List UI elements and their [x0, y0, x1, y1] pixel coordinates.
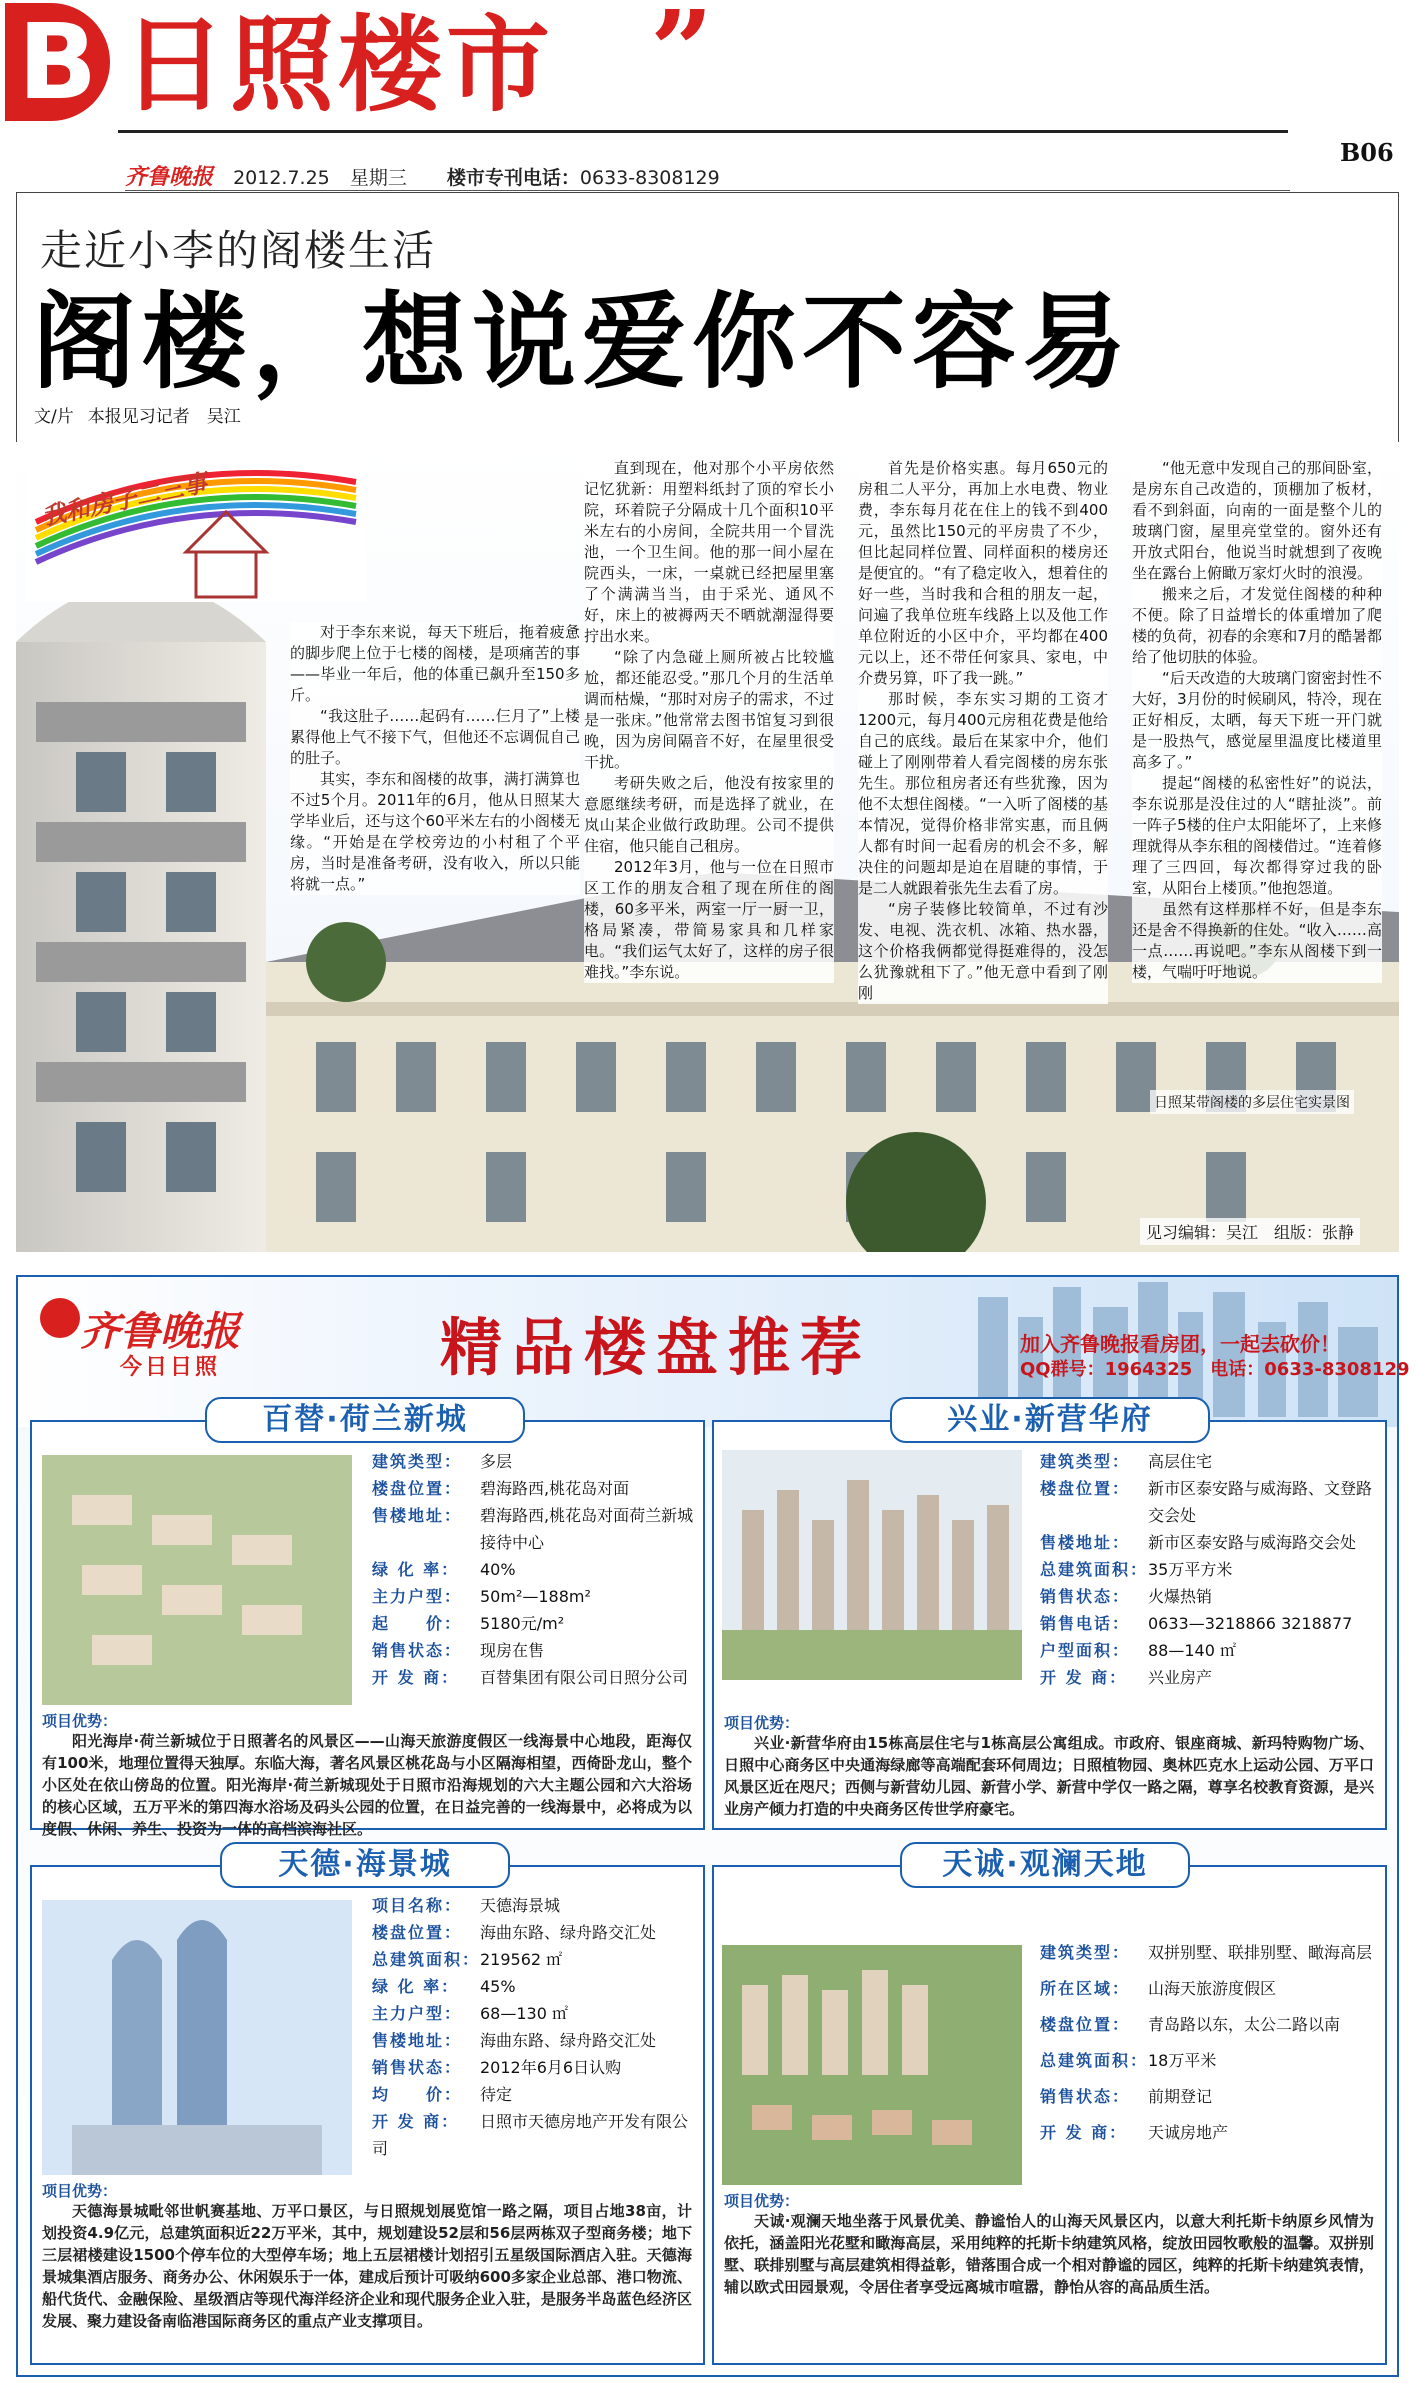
property-card-title: 天德·海景城	[220, 1842, 510, 1888]
detail-row	[372, 2027, 697, 2054]
detail-key: 售楼地址：	[372, 2031, 463, 2050]
detail-key: 开 发 商：	[1040, 2123, 1128, 2142]
property-rendering-image	[722, 1945, 1022, 2185]
property-rendering-image	[42, 1900, 352, 2175]
detail-row	[1040, 1448, 1385, 1475]
detail-row	[372, 1919, 697, 1946]
issue-date: 2012.7.25	[233, 167, 330, 189]
detail-key: 售楼地址：	[1040, 1533, 1131, 1552]
detail-key: 总建筑面积：	[372, 1950, 481, 1969]
detail-key: 所在区域：	[1040, 1979, 1131, 1998]
editor-credit: 见习编辑：吴江 组版：张静	[1140, 1218, 1360, 1245]
detail-key: 主力户型：	[372, 2004, 463, 2023]
detail-row	[372, 2108, 697, 2162]
hotline-number: 0633-8308129	[579, 167, 720, 189]
detail-value: 新市区泰安路与威海路交会处	[1148, 1533, 1357, 1552]
detail-row	[1040, 2079, 1385, 2115]
property-rendering-svg	[722, 1450, 1022, 1680]
detail-key: 开 发 商：	[1040, 1668, 1128, 1687]
article-paragraph: 2012年3月，他与一位在日照市区工作的朋友合租了现在所住的阁楼，60多平米，两室一厅一厨一卫，格局紧凑，带简易家具和几样家电。“我们运气太好了，这样的房子很难找。”李东说。	[584, 858, 834, 981]
detail-value: 5180元/m²	[480, 1614, 565, 1633]
ad-brand-sub: 今日日照	[120, 1355, 221, 1380]
detail-value: 多层	[480, 1452, 513, 1471]
detail-row	[1040, 1610, 1385, 1637]
detail-row	[372, 1892, 697, 1919]
detail-row	[372, 2054, 697, 2081]
ad-contact: QQ群号：1964325 电话：0633-8308129	[1020, 1359, 1410, 1380]
article-paragraph: 虽然有这样那样不好，但是李东还是舍不得换新的住处。“收入……高一点……再说吧。”李东从阁楼下到一楼，气喘吁吁地说。	[1132, 900, 1382, 981]
detail-row	[372, 1973, 697, 2000]
detail-value: 待定	[480, 2085, 513, 2104]
detail-row	[1040, 1475, 1385, 1529]
detail-value: 海曲东路、绿舟路交汇处	[480, 2031, 657, 2050]
detail-row	[372, 1448, 697, 1475]
detail-key: 销售状态：	[372, 1641, 463, 1660]
detail-value: 日照市天德房地产开发有限公司	[372, 2112, 689, 2158]
property-rendering-svg	[42, 1900, 352, 2175]
detail-value: 碧海路西,桃花岛对面	[480, 1479, 630, 1498]
property-details	[372, 1892, 697, 2162]
detail-key: 总建筑面积：	[1040, 1560, 1149, 1579]
detail-value: 18万平米	[1148, 2051, 1217, 2070]
detail-row	[1040, 2043, 1385, 2079]
detail-row	[372, 1556, 697, 1583]
detail-key: 售楼地址：	[372, 1506, 463, 1525]
detail-key: 户型面积：	[1040, 1641, 1131, 1660]
detail-value: 高层住宅	[1148, 1452, 1213, 1471]
detail-value: 天诚房地产	[1148, 2123, 1229, 2142]
issue-weekday: 星期三	[349, 167, 407, 189]
detail-row	[1040, 1664, 1385, 1691]
subheader-rule	[125, 190, 1290, 191]
detail-value: 219562 ㎡	[480, 1950, 563, 1969]
detail-value: 碧海路西,桃花岛对面荷兰新城接待中心	[480, 1506, 694, 1552]
detail-key: 建筑类型：	[1040, 1452, 1131, 1471]
detail-key: 主力户型：	[372, 1587, 463, 1606]
detail-value: 双拼别墅、联排别墅、瞰海高层	[1148, 1943, 1373, 1962]
detail-value: 68—130 ㎡	[480, 2004, 568, 2023]
subheader-bar	[125, 160, 734, 191]
article-paragraph: 其实，李东和阁楼的故事，满打满算也不过5个月。2011年的6月，他从日照某大学毕业后，还与这个60平米左右的小阁楼无缘。“开始是在学校旁边的小村租了个平房，当时是准备考研，没有收入，所以只能将就一点。”	[290, 770, 580, 893]
detail-row	[372, 1475, 697, 1502]
property-card-title: 兴业·新营华府	[890, 1397, 1210, 1443]
detail-row	[372, 2000, 697, 2027]
detail-row	[1040, 2007, 1385, 2043]
newspaper-brand: 齐鲁晚报	[125, 164, 214, 190]
detail-value: 山海天旅游度假区	[1148, 1979, 1277, 1998]
detail-row	[1040, 1556, 1385, 1583]
detail-key: 项目名称：	[372, 1896, 463, 1915]
property-rendering-svg	[42, 1455, 352, 1705]
detail-row	[372, 1583, 697, 1610]
property-details	[1040, 1448, 1385, 1691]
article-paragraph: “房子装修比较简单，不过有沙发、电视、洗衣机、冰箱、热水器，这个价格我俩都觉得挺难得的，没怎么犹豫就租下了。”他无意中看到了刚刚	[858, 900, 1108, 1002]
article-column-4	[1132, 458, 1382, 983]
advantage-label: 项目优势：	[42, 2182, 118, 2200]
detail-row	[372, 1664, 697, 1691]
detail-row	[1040, 1971, 1385, 2007]
advantage-text: 天德海景城毗邻世帆赛基地、万平口景区，与日照规划展览馆一路之隔，项目占地38亩，计划投资4.9亿元，总建筑面积近22万平米，其中，规划建设52层和56层两栋双子型商务楼；地下三层裙楼建设1500个停车位的大型停车场；地上五层裙楼计划招引五星级国际酒店入驻。天德海景城集酒店服务、商务办公、休闲娱乐于一体，建成后预计可吸纳600多家企业总部、港口物流、船代货代、金融保险、星级酒店等现代海洋经济企业和现代服务企业入驻，是服务半岛蓝色经济区发展、聚力建设备南临港国际商务区的重点产业支撑项目。	[42, 2202, 692, 2330]
detail-row	[372, 1610, 697, 1637]
detail-value: 天德海景城	[480, 1896, 561, 1915]
top-rule	[118, 130, 1288, 133]
detail-value: 50m²—188m²	[480, 1587, 591, 1606]
property-card-title: 百替·荷兰新城	[205, 1397, 525, 1443]
detail-value: 新市区泰安路与威海路、文登路交会处	[1148, 1479, 1373, 1525]
article-paragraph: 那时候，李东实习期的工资才1200元，每月400元房租花费是他给自己的底线。最后在某家中介，他们碰上了刚刚带着人看完阁楼的房东张先生。那位租房者还有些犹豫，因为他不太想住阁楼。“一入听了阁楼的基本情况，觉得价格非常实惠，而且俩人都有时间一起看房的机会不多，解决住的问题却是迫在眉睫的事情，于是二人就跟着张先生去看了房。	[858, 690, 1108, 897]
detail-key: 楼盘位置：	[372, 1479, 463, 1498]
article-paragraph: 直到现在，他对那个小平房依然记忆犹新：用塑料纸封了顶的窄长小院，环着院子分隔成十几个面积10平米左右的小房间，全院共用一个冒洗池，一个卫生间。他的那一间小屋在院西头，一床，一桌就已经把屋里塞了个满满当当，由于采光、通风不好，床上的被褥两天不晒就潮湿得要拧出水来。	[584, 459, 834, 645]
detail-value: 2012年6月6日认购	[480, 2058, 622, 2077]
detail-row	[372, 1946, 697, 1973]
article-column-2	[584, 458, 834, 983]
brand-swirl-icon	[40, 1298, 80, 1338]
detail-key: 绿 化 率：	[372, 1560, 460, 1579]
advantage-text: 兴业·新营华府由15栋高层住宅与1栋高层公寓组成。市政府、银座商城、新玛特购物广场、日照中心商务区中央通海绿廊等高端配套环伺周边；日照植物园、奥林匹克水上运动公园、万平口风景区近在咫尺；西侧与新营幼儿园、新营小学、新营中学仅一路之隔，尊享名校教育资源，是兴业房产倾力打造的中央商务区传世学府豪宅。	[724, 1734, 1374, 1818]
detail-row	[1040, 1935, 1385, 1971]
detail-key: 楼盘位置：	[1040, 1479, 1131, 1498]
advantage-label: 项目优势：	[724, 2192, 800, 2210]
detail-value: 兴业房产	[1148, 1668, 1213, 1687]
detail-value: 40%	[480, 1560, 516, 1579]
article-paragraph: 首先是价格实惠。每月650元的房租二人平分，再加上水电费、物业费，李东每月花在住上的钱不到400元，虽然比150元的平房贵了不少，但比起同样位置、同样面积的楼房还是便宜的。“有了稳定收入，想着住的好一些，当时我和合租的朋友一起，问遍了我单位班车线路上以及他工作单位附近的小区中介，平均都在400元以上，还不带任何家具、家电，中介费另算，吓了我一跳。”	[858, 459, 1108, 687]
detail-value: 88—140 ㎡	[1148, 1641, 1236, 1660]
advantage-label: 项目优势：	[42, 1712, 118, 1730]
article-paragraph: 提起“阁楼的私密性好”的说法，李东说那是没住过的人“瞎扯淡”。前一阵子5楼的住户太阳能坏了，上来修理就得从李东租的阁楼借过。“连着修理了三四回，每次都得穿过我的卧室，从阳台上楼顶。”他抱怨道。	[1132, 774, 1382, 897]
article-paragraph: “除了内急碰上厕所被占比较尴尬，都还能忍受。”那几个月的生活单调而枯燥，“那时对房子的需求，不过是一张床。”他常常去图书馆复习到很晚，因为房间隔音不好，在屋里很受干扰。	[584, 648, 834, 771]
ad-tagline: 加入齐鲁晚报看房团，一起去砍价！	[1020, 1332, 1340, 1356]
detail-row	[372, 1637, 697, 1664]
section-letter-logo: B	[5, 3, 110, 121]
property-details	[372, 1448, 697, 1691]
detail-value: 百替集团有限公司日照分公司	[480, 1668, 689, 1687]
detail-value: 前期登记	[1148, 2087, 1213, 2106]
detail-key: 销售电话：	[1040, 1614, 1131, 1633]
article-paragraph: 对于李东来说，每天下班后，拖着疲惫的脚步爬上位于七楼的阁楼，是项痛苦的事——毕业一年后，他的体重已飙升至150多斤。	[290, 623, 580, 704]
byline-label: 文/片	[34, 407, 74, 427]
section-title: 日照楼市	[122, 4, 555, 126]
detail-key: 销售状态：	[372, 2058, 463, 2077]
article-paragraph: 考研失败之后，他没有按家里的意愿继续考研，而是选择了就业，在岚山某企业做行政助理。公司不提供住宿，他只能自己租房。	[584, 774, 834, 855]
illustration-text: 我和房子二三事	[39, 468, 210, 532]
byline-name: 本报见习记者 吴江	[87, 407, 241, 427]
photo-caption: 日照某带阁楼的多层住宅实景图	[1150, 1090, 1354, 1114]
detail-key: 开 发 商：	[372, 1668, 460, 1687]
detail-key: 销售状态：	[1040, 2087, 1131, 2106]
detail-key: 开 发 商：	[372, 2112, 460, 2131]
ad-title: 精品楼盘推荐	[440, 1311, 873, 1384]
decorative-quote-mark: ”	[650, 0, 714, 115]
ad-brand: 齐鲁晚报	[80, 1308, 240, 1355]
property-rendering-image	[42, 1455, 352, 1705]
detail-value: 45%	[480, 1977, 516, 1996]
detail-key: 均 价：	[372, 2085, 463, 2104]
detail-key: 楼盘位置：	[1040, 2015, 1131, 2034]
advantage-text: 天诚·观澜天地坐落于风景优美、静谧怡人的山海天风景区内，以意大利托斯卡纳原乡风情为依托，涵盖阳光花墅和瞰海高层，采用纯粹的托斯卡纳建筑风格，绽放田园牧歌般的温馨。双拼别墅、联排别墅与高层建筑相得益彰，错落围合成一个相对静谧的园区，纯粹的托斯卡纳建筑表情，辅以欧式田园景观，令居住者享受远离城市喧嚣，静怡从容的高品质生活。	[724, 2212, 1374, 2296]
detail-value: 35万平方米	[1148, 1560, 1233, 1579]
detail-row	[1040, 1583, 1385, 1610]
property-details	[1040, 1935, 1385, 2151]
property-rendering-svg	[722, 1945, 1022, 2185]
page-number: B06	[1340, 138, 1394, 167]
article-headline: 阁楼，想说爱你不容易	[32, 281, 1133, 403]
detail-key: 建筑类型：	[1040, 1943, 1131, 1962]
detail-row	[1040, 1637, 1385, 1664]
detail-row	[1040, 2115, 1385, 2151]
article-byline	[34, 402, 255, 427]
property-rendering-image	[722, 1450, 1022, 1680]
detail-key: 总建筑面积：	[1040, 2051, 1149, 2070]
detail-value: 现房在售	[480, 1641, 545, 1660]
detail-key: 建筑类型：	[372, 1452, 463, 1471]
detail-row	[1040, 1529, 1385, 1556]
article-paragraph: 搬来之后，才发觉住阁楼的种种不便。除了日益增长的体重增加了爬楼的负荷，初春的余寒和7月的酷暑都给了他切肤的体验。	[1132, 585, 1382, 666]
article-column-3	[858, 458, 1108, 1004]
detail-value: 海曲东路、绿舟路交汇处	[480, 1923, 657, 1942]
detail-key: 销售状态：	[1040, 1587, 1131, 1606]
detail-key: 楼盘位置：	[372, 1923, 463, 1942]
detail-row	[372, 1502, 697, 1556]
article-paragraph: “我这肚子……起码有……仨月了”上楼累得他上气不接下气，但他还不忘调侃自己的肚子。	[290, 707, 580, 767]
hotline-label: 楼市专刊电话：	[446, 167, 580, 189]
detail-value: 火爆热销	[1148, 1587, 1213, 1606]
detail-key: 绿 化 率：	[372, 1977, 460, 1996]
property-card-title: 天诚·观澜天地	[900, 1842, 1190, 1888]
detail-row	[372, 2081, 697, 2108]
advantage-label: 项目优势：	[724, 1714, 800, 1732]
article-kicker: 走近小李的阁楼生活	[40, 226, 437, 275]
article-paragraph: “后天改造的大玻璃门窗密封性不大好，3月份的时候刷风，特冷，现在正好相反，太晒，每天下班一开门就是一股热气，感觉屋里温度比楼道里高多了。”	[1132, 669, 1382, 771]
detail-value: 0633—3218866 3218877	[1148, 1614, 1353, 1633]
article-column-1	[290, 622, 580, 895]
article-paragraph: “他无意中发现自己的那间卧室，是房东自己改造的，顶棚加了板材，看不到斜面，向南的一面是整个儿的玻璃门窗，屋里亮堂堂的。窗外还有开放式阳台，他说当时就想到了夜晚坐在露台上俯瞰万家灯火时的浪漫。	[1132, 459, 1382, 582]
advantage-text: 阳光海岸·荷兰新城位于日照著名的风景区——山海天旅游度假区一线海景中心地段，距海仅有100米，地理位置得天独厚。东临大海，著名风景区桃花岛与小区隔海相望，西倚卧龙山，整个小区处在依山傍岛的位置。阳光海岸·荷兰新城现处于日照市沿海规划的六大主题公园和六大浴场的核心区域，五万平米的第四海水浴场及码头公园的位置，在日益完善的一线海景中，必将成为以度假、休闲、养生、投资为一体的高档滨海社区。	[42, 1732, 692, 1838]
detail-key: 起 价：	[372, 1614, 463, 1633]
detail-value: 青岛路以东，太公二路以南	[1148, 2015, 1341, 2034]
